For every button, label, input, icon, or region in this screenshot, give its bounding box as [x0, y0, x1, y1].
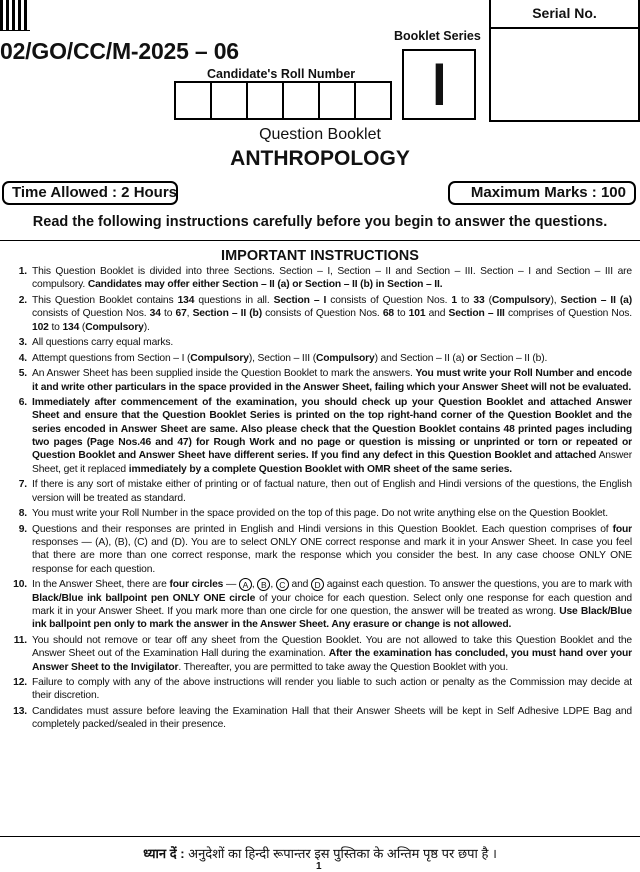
instruction-text-bold: Section – II (b) — [192, 308, 262, 320]
roll-number-box — [320, 83, 356, 118]
instruction-text: . Thereafter, you are permitted to take away the Question Booklet with you. — [178, 661, 509, 673]
instruction-text: Questions and their responses are printed in English and Hindi versions in this Question Booklet. Each question comprises of — [32, 523, 613, 535]
instruction-text-bold: immediately by a complete Question Booklet with OMR sheet of the same series. — [128, 463, 513, 475]
instruction-text: and — [288, 579, 311, 591]
maximum-marks: Maximum Marks : 100 — [448, 181, 636, 205]
instruction-text: Answer Sheet, get it replaced — [32, 450, 632, 475]
instruction-text: , — [251, 579, 258, 591]
top-divider — [0, 240, 640, 241]
instruction-text-bold: 68 — [382, 308, 394, 320]
instruction-text: If there is any sort of mistake either of printing or of factual nature, then out of English and Hindi versions of the questions, the English version will be treated as standard. — [32, 479, 632, 504]
instruction-text-bold: 34 — [149, 308, 161, 320]
paper-code: 02/GO/CC/M-2025 – 06 — [0, 38, 239, 64]
instruction-number: 4. — [18, 352, 27, 364]
roll-number-box — [212, 83, 248, 118]
instruction-item — [10, 634, 632, 674]
roll-number-box — [248, 83, 284, 118]
hindi-note-label: ध्यान दें : — [143, 846, 185, 861]
instruction-text-bold: Section – II (a) — [560, 294, 633, 306]
instruction-text: — — [223, 579, 239, 591]
instruction-text-bold: Compulsory — [190, 352, 249, 364]
instruction-number: 1. — [18, 266, 27, 277]
instruction-text-bold: 134 — [62, 321, 80, 333]
instruction-text: consists of Question Nos. — [261, 308, 383, 320]
instruction-text-bold: You must write your Roll Number and encode it and write other particulars in the space provided in the Answer Sheet, failing which your Answer Sheet will not be evaluated. — [32, 368, 632, 393]
instruction-number: 13. — [13, 705, 27, 717]
instruction-text: Failure to comply with any of the above instructions will render you liable to such action or penalty as the Commission may decide at their discretion. — [32, 677, 632, 702]
instruction-text-bold: After the examination has concluded, you must hand over your Answer Sheet to the Invigilator — [32, 648, 632, 673]
roll-number-boxes — [174, 81, 392, 120]
roll-number-box — [284, 83, 320, 118]
instruction-item — [10, 336, 632, 349]
instruction-number: 12. — [13, 677, 27, 689]
time-allowed: Time Allowed : 2 Hours — [2, 181, 178, 205]
instruction-text-bold: or — [467, 352, 478, 364]
instruction-text: ), — [550, 294, 561, 306]
instruction-text: You must write your Roll Number in the space provided on the top of this page. Do not write anything else on the Question Booklet. — [32, 508, 608, 520]
instruction-text: consists of Question Nos. — [326, 294, 452, 306]
read-instructions-line: Read the following instructions carefully before you begin to answer the questions. — [32, 214, 608, 230]
instruction-text: In the Answer Sheet, there are — [32, 579, 170, 591]
instruction-number: 9. — [18, 523, 27, 535]
instruction-number: 7. — [18, 479, 27, 491]
instruction-text-bold: four — [612, 523, 632, 535]
instruction-text-bold: Use Black/Blue ink ballpoint pen only to mark the answer in the Answer Sheet. Any erasure or change is not allowed. — [32, 605, 632, 631]
instruction-text: ), Section – III ( — [248, 352, 316, 364]
instruction-text: to — [393, 308, 409, 320]
instruction-text: All questions carry equal marks. — [32, 337, 174, 349]
roll-number-box — [356, 83, 390, 118]
instruction-text: , — [186, 308, 193, 320]
instruction-item — [10, 507, 632, 520]
instruction-text-bold: Section – I — [273, 294, 327, 306]
instruction-item — [10, 578, 632, 631]
booklet-title: Question Booklet — [259, 126, 381, 143]
qr-code-icon — [0, 0, 30, 31]
instruction-text: against each question. To answer the questions, you are to mark with — [323, 579, 633, 591]
answer-circle: D — [311, 578, 324, 591]
instruction-text: Section – II (b). — [477, 352, 548, 364]
instruction-text-bold: four circles — [169, 579, 224, 591]
instruction-number: 6. — [18, 397, 27, 409]
instruction-text: to — [160, 308, 176, 320]
instruction-text-bold: Compulsory — [315, 352, 375, 364]
instruction-text: , — [270, 579, 276, 591]
instruction-text: questions in all. — [194, 294, 274, 306]
bottom-divider — [0, 836, 640, 837]
serial-number-label: Serial No. — [491, 0, 638, 29]
instruction-text-bold: 1 — [451, 294, 457, 306]
instruction-text: consists of Question Nos. — [32, 308, 150, 320]
instructions-list — [10, 265, 632, 732]
instruction-item — [10, 265, 632, 292]
page-number: 1 — [316, 861, 322, 872]
booklet-series-box — [402, 49, 476, 120]
instruction-item — [10, 367, 632, 394]
roll-number-box — [176, 83, 212, 118]
instruction-text-bold: Section – III — [448, 308, 505, 320]
answer-circle: B — [257, 578, 270, 591]
instruction-text: responses — (A), (B), (C) and (D). You are to select ONLY ONE correct response and mark it in your Answer Sheet. In case you feel that there are more than one correct response, mark the response which you consider the best. In any case choose ONLY ONE response for each question. — [32, 537, 632, 575]
instruction-item — [10, 676, 632, 703]
instruction-text: You should not remove or tear off any sheet from the Question Booklet. You are not allowed to take this Question Booklet and the Answer Sheet out of the Examination Hall during the examination. — [32, 634, 632, 660]
instruction-text-bold: Immediately after commencement of the examination, you should check up your Question Booklet and attached Answer Sheet and ensure that the Question Booklet Series is printed on the top right-hand corner of the Question Booklet and the series encoded in Answer Sheet are same. Also please check that the Question Booklet contains 48 printed pages including two pages (Page Nos.46 and 47) for Rough Work and no page or question is missing or unprinted or torn or repeated or Question Booklet and Answer Sheet have different series. If you find any defect in this Question Booklet and attached — [32, 397, 632, 462]
subject-title: ANTHROPOLOGY — [230, 147, 410, 170]
instruction-item — [10, 705, 632, 732]
instruction-text: and — [425, 308, 449, 320]
instruction-text-bold: 134 — [177, 294, 195, 306]
instruction-text: This Question Booklet is divided into three Sections. Section – I, Section – II and Section – III. Section – I and Section – III are compulsory. — [32, 266, 632, 291]
instruction-text: to — [48, 321, 63, 333]
instruction-number: 3. — [18, 337, 27, 349]
instruction-text-bold: 102 — [32, 321, 49, 333]
instruction-item — [10, 396, 632, 476]
hindi-note — [0, 844, 640, 862]
instruction-text: An Answer Sheet has been supplied inside the Question Booklet to mark the answers. — [32, 368, 416, 380]
instructions-heading: IMPORTANT INSTRUCTIONS — [221, 248, 419, 264]
instruction-number: 5. — [18, 368, 27, 380]
instruction-text: This Question Booklet contains — [32, 294, 178, 306]
instruction-text: ( — [484, 294, 492, 306]
instruction-item — [10, 523, 632, 576]
instruction-number: 11. — [13, 634, 27, 646]
instruction-text: ( — [79, 321, 86, 333]
instruction-text: Attempt questions from Section – I ( — [32, 352, 191, 364]
roll-number-label: Candidate's Roll Number — [207, 67, 356, 81]
instruction-text-bold: Compulsory — [85, 321, 144, 333]
instruction-text-bold: Black/Blue ink ballpoint pen ONLY ONE circle — [32, 592, 256, 604]
instruction-item — [10, 478, 632, 505]
instruction-number: 2. — [18, 294, 27, 306]
hindi-note-text: अनुदेशों का हिन्दी रूपान्तर इस पुस्तिका के अन्तिम पृष्ठ पर छपा है । — [184, 846, 497, 861]
instruction-text: Candidates must assure before leaving the Examination Hall that their Answer Sheets will be kept in Self Adhesive LDPE Bag and completely packed/sealed in their presence. — [32, 705, 632, 731]
instruction-item — [10, 294, 632, 334]
instruction-text: to — [456, 294, 474, 306]
instruction-text-bold: 33 — [473, 294, 485, 306]
instruction-text-bold: Candidates may offer either Section – II (a) or Section – II (b) in Section – II. — [87, 279, 443, 291]
answer-circle: C — [276, 578, 289, 591]
instruction-text-bold: 67 — [175, 308, 187, 320]
instruction-text-bold: 101 — [408, 308, 426, 320]
instruction-text: of your choice for each question. Select only one response for each question and mark it in your Answer Sheet. If you mark more than one circle for one question, the answer will be treated as wrong. — [32, 592, 632, 617]
booklet-series-label: Booklet Series — [394, 29, 481, 43]
instruction-text: comprises of Question Nos. — [504, 308, 632, 320]
instruction-text-bold: Compulsory — [491, 294, 551, 306]
answer-circle: A — [239, 578, 252, 591]
instruction-item — [10, 352, 632, 365]
instruction-text: ) and Section – II (a) — [374, 352, 468, 364]
instruction-text: ). — [143, 321, 150, 333]
booklet-series-value: I — [431, 50, 447, 118]
serial-number-box — [489, 0, 640, 122]
instruction-number: 8. — [18, 508, 27, 520]
instruction-number: 10. — [13, 579, 27, 591]
